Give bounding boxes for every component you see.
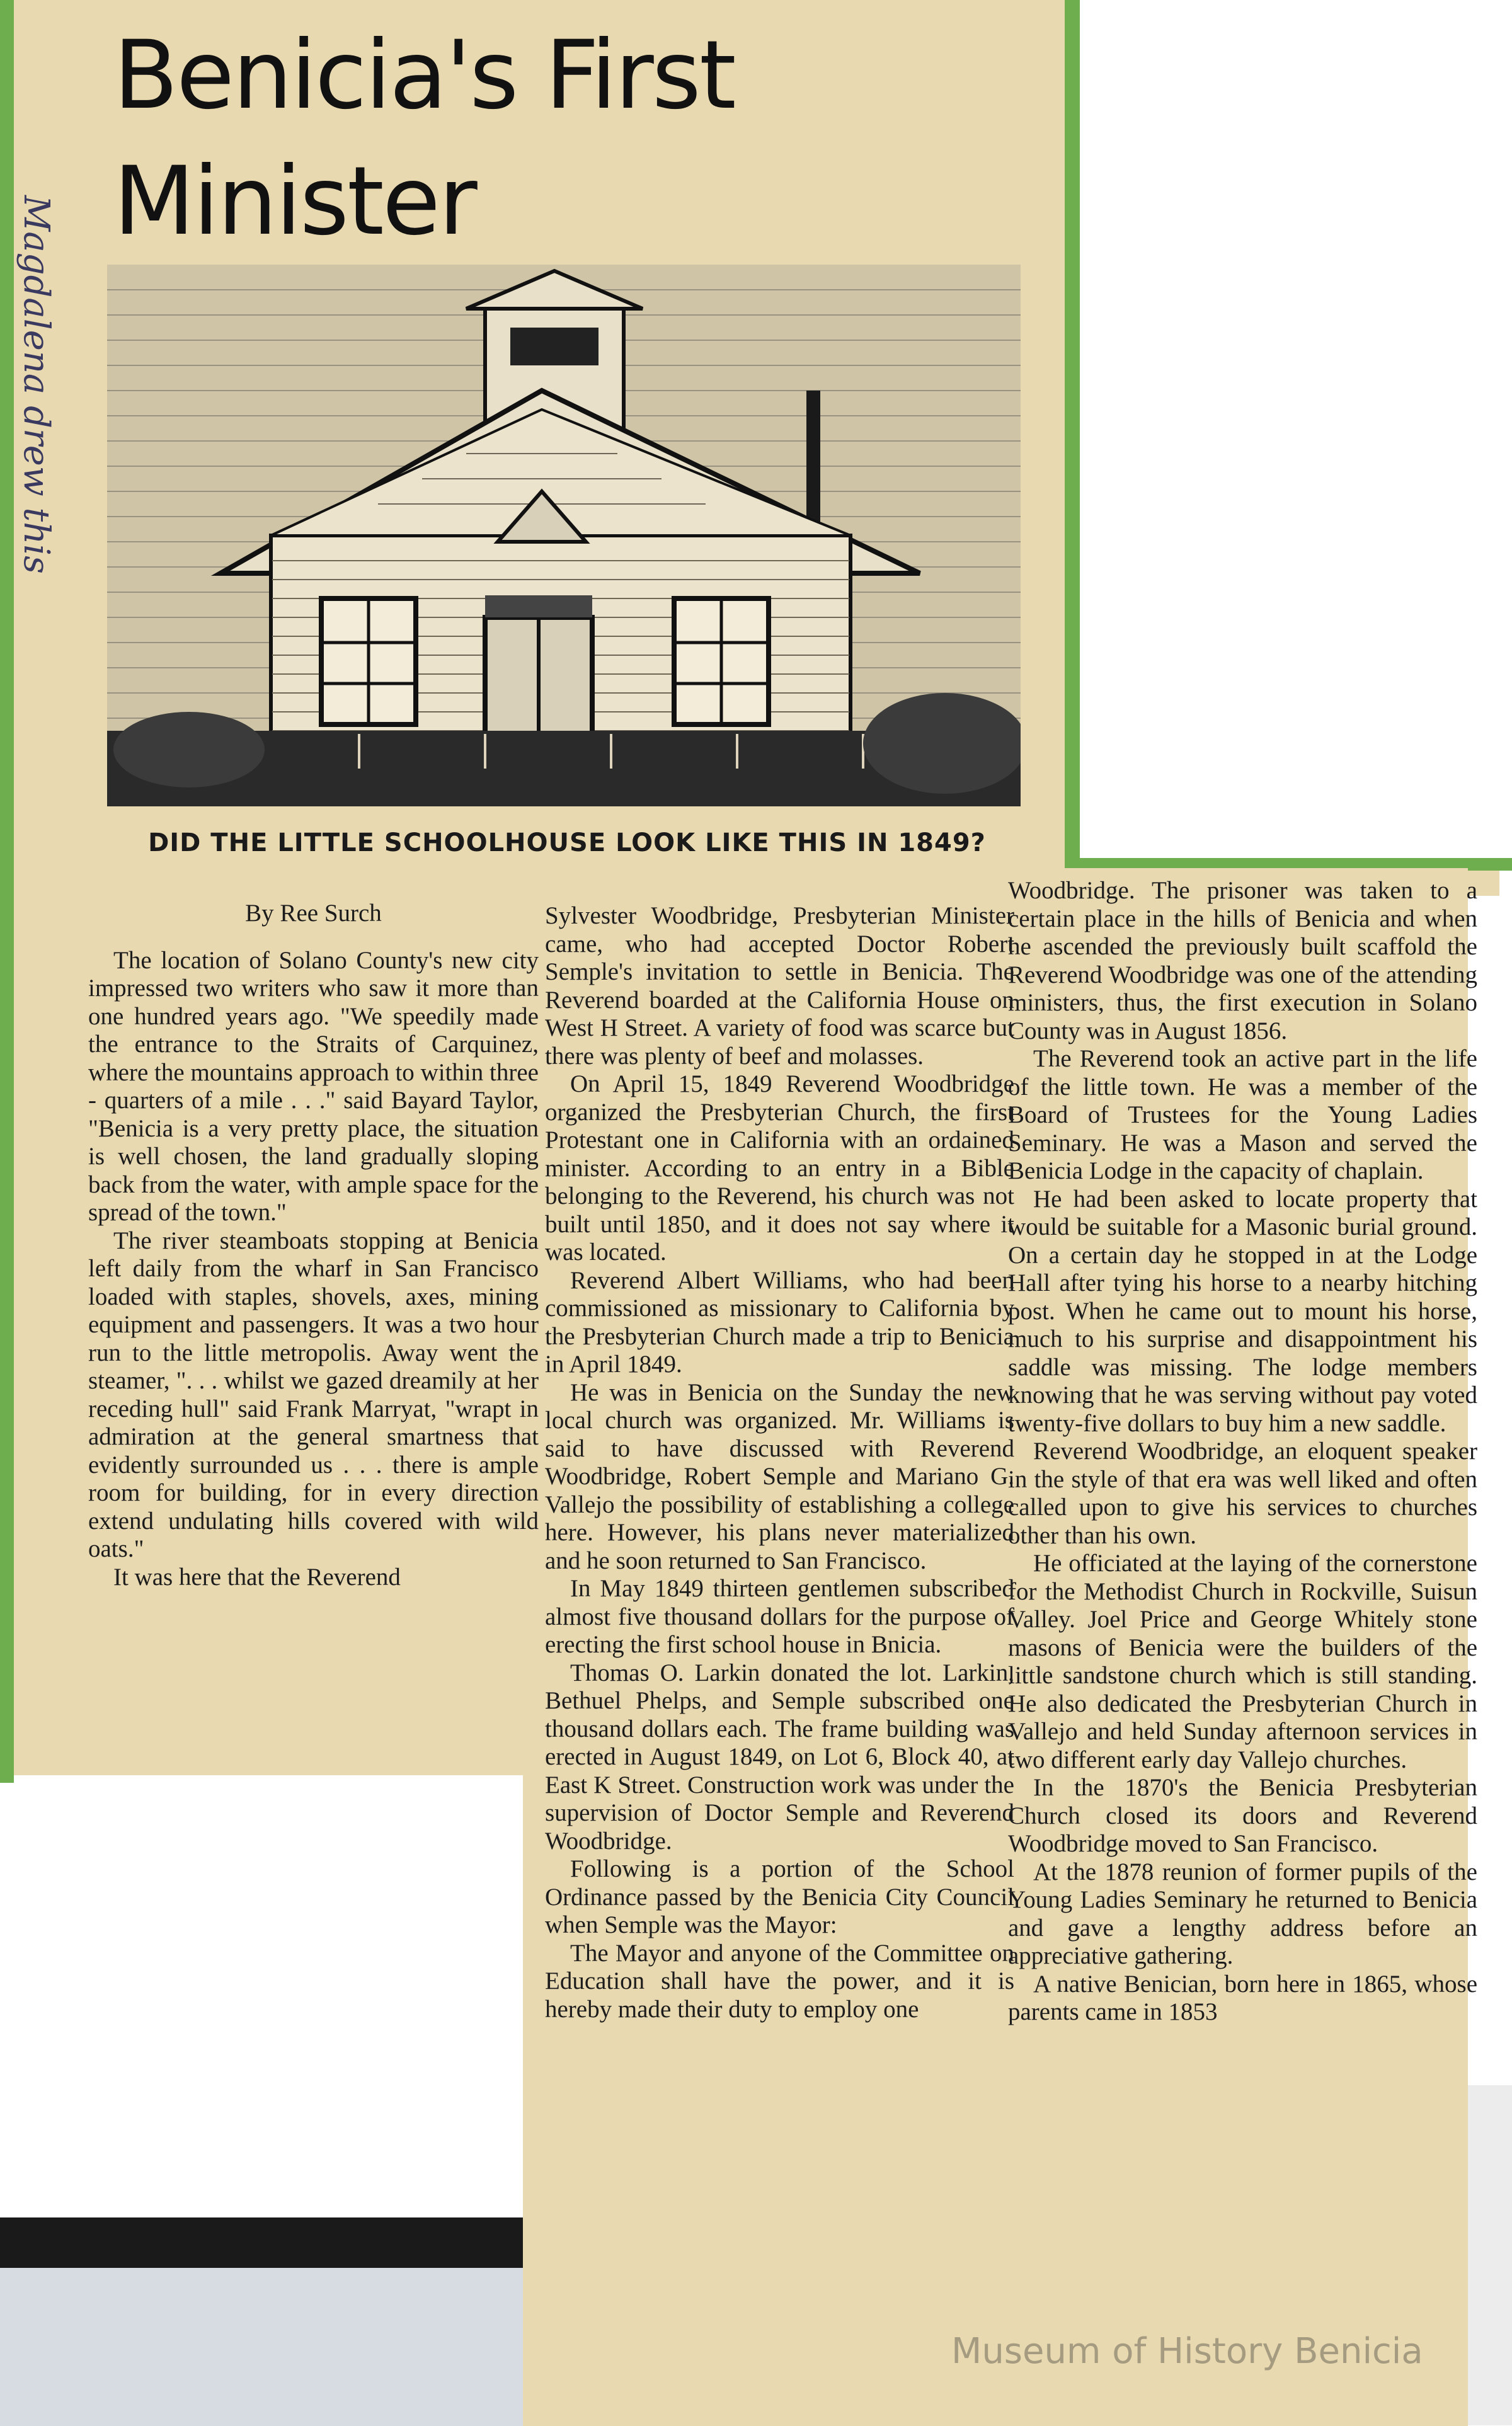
paragraph: Thomas O. Larkin donated the lot. Larkin, Bethuel Phelps, and Semple subscribed one thousand dollars each. The frame building was erected in August 1849, on Lot 6, Block 40, at East K Street. Construction work was under the supervision of Doctor Semple and Reverend Woodbridge. — [545, 1659, 1014, 1855]
paragraph: Following is a portion of the School Ordinance passed by the Benicia City Council when Semple was the Mayor: — [545, 1855, 1014, 1938]
museum-watermark: Museum of History Benicia — [951, 2331, 1423, 2372]
paragraph: On April 15, 1849 Reverend Woodbridge organized the Presbyterian Church, the first Protestant one in California with an ordained minister. According to an entry in a Bible belonging to the Reverend, his church was not built until 1850, and it does not say where it was located. — [545, 1070, 1014, 1266]
paragraph: Woodbridge. The prisoner was taken to a certain place in the hills of Benicia and when he ascended the previously built scaffold the Reverend Woodbridge was one of the attending ministers, thus, the first execution in Solano County was in August 1856. — [1008, 877, 1477, 1044]
byline: By Ree Surch — [245, 900, 382, 927]
paragraph: At the 1878 reunion of former pupils of the Young Ladies Seminary he returned to Benicia and gave a lengthy address before an appreciative gathering. — [1008, 1858, 1477, 1969]
paragraph: The river steamboats stopping at Benicia left daily from the wharf in San Francisco loaded with staples, shovels, axes, mining equipment and passengers. It was a two hour run to the little metropolis. Away went the steamer, ". . . whilst we gazed dreamily at her receding hull" said Frank Marryat, "wrapt in admiration at the general smartness that evidently surrounded us . . . there is ample room for building, for in every direction extend undulating hills covered with wild oats." — [88, 1227, 539, 1562]
paragraph: The Reverend took an active part in the life of the little town. He was a member of the Board of Trustees for the Young Ladies Seminary. He was a Mason and served the Benicia Lodge in the capacity of chaplain. — [1008, 1045, 1477, 1184]
paragraph: He had been asked to locate property that would be suitable for a Masonic burial ground. On a certain day he stopped in at the Lodge Hall after tying his horse to a nearby hitching post. When he came out to mount his horse, much to his surprise and disappointment his saddle was missing. The lodge members knowing that he was serving without pay voted twenty-five dollars to buy him a new saddle. — [1008, 1185, 1477, 1437]
image-caption: DID THE LITTLE SCHOOLHOUSE LOOK LIKE THIS IN 1849? — [148, 828, 986, 857]
paragraph: In May 1849 thirteen gentlemen subscribed almost five thousand dollars for the purpose of erecting the first school house in Bnicia. — [545, 1575, 1014, 1658]
article-column-3 — [1008, 877, 1477, 2027]
paragraph: In the 1870's the Benicia Presbyterian Church closed its doors and Reverend Woodbridge moved to San Francisco. — [1008, 1774, 1477, 1857]
paragraph: Sylvester Woodbridge, Presbyterian Minister came, who had accepted Doctor Robert Semple's invitation to settle in Benicia. The Reverend boarded at the California House on West H Street. A variety of food was scarce but there was plenty of beef and molasses. — [545, 902, 1014, 1070]
article-column-1 — [88, 900, 539, 1591]
paragraph: Reverend Albert Williams, who had been commissioned as missionary to California by the Presbyterian Church made a trip to Benicia in April 1849. — [545, 1266, 1014, 1378]
paragraph: Reverend Woodbridge, an eloquent speaker in the style of that era was well liked and often called upon to give his services to churches other than his own. — [1008, 1438, 1477, 1549]
paragraph: It was here that the Reverend — [113, 1563, 401, 1591]
paragraph: The location of Solano County's new city impressed two writers who saw it more than one hundred years ago. "We speedily made the entrance to the Straits of Carquinez, where the mountains approach to within three - quarters of a mile . . ." said Bayard Taylor, "Benicia is a very pretty place, the situation is well chosen, the land gradually sloping back from the water, with ample space for the spread of the town." — [88, 946, 539, 1226]
schoolhouse-illustration — [107, 265, 1021, 806]
paragraph: He officiated at the laying of the cornerstone for the Methodist Church in Rockville, Suisun Valley. Joel Price and George Whitely stone masons of Benicia were the builders of the little sandstone church which is still standing. He also dedicated the Presbyterian Church in Vallejo and held Sunday afternoon services in two different early day Vallejo churches. — [1008, 1550, 1477, 1773]
paragraph: He was in Benicia on the Sunday the new local church was organized. Mr. Williams is said to have discussed with Reverend Woodbridge, Robert Semple and Mariano G. Vallejo the possibility of establishing a college here. However, his plans never materialized and he soon returned to San Francisco. — [545, 1378, 1014, 1574]
paragraph: A native Benician, born here in 1865, whose parents came in 1853 — [1008, 1970, 1477, 2025]
headline-line1: Benicia's First Minister — [113, 21, 735, 256]
handwritten-note: Magdalena drew this — [16, 195, 57, 574]
article-column-2 — [545, 902, 1014, 2023]
paragraph: The Mayor and anyone of the Committee on Education shall have the power, and it is hereby made their duty to employ one — [545, 1939, 1014, 2023]
